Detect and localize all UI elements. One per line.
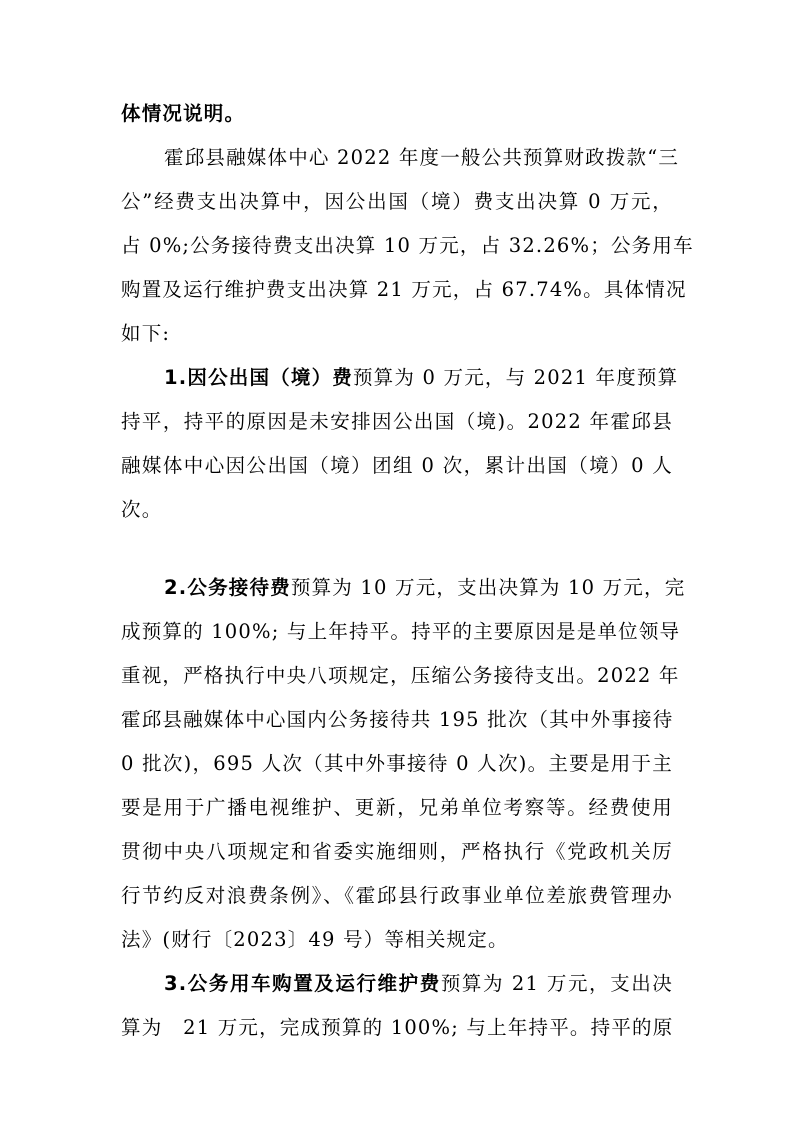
item2-line2: 成预算的 100%; 与上年持平。持平的主要原因是是单位领导 [121,620,681,643]
para1-line1: 霍邱县融媒体中心 2022 年度一般公共预算财政拨款“三 [164,146,680,169]
item1-line3: 融媒体中心因公出国（境）团组 0 次，累计出国（境）0 人 [121,454,673,477]
intro-heading: 体情况说明。 [121,102,246,125]
item3-title: 3.公务用车购置及运行维护费 [164,972,441,995]
item2-line7: 贯彻中央八项规定和省委实施细则，严格执行《党政机关厉 [121,840,673,863]
item3-line2: 算为 21 万元，完成预算的 100%; 与上年持平。持平的原 [121,1016,674,1039]
item1-line1-rest: 预算为 0 万元，与 2021 年度预算 [352,366,679,389]
item1-line1 [164,364,679,392]
item3-line1 [164,970,673,998]
para1-line3: 占 0%;公务接待费支出决算 10 万元，占 32.26%；公务用车 [121,234,694,257]
item1-line4: 次。 [121,498,163,521]
item2-line4: 霍邱县融媒体中心国内公务接待共 195 批次（其中外事接待 [121,708,674,731]
item1-title: 1.因公出国（境）费 [164,366,353,389]
para1-line5: 如下: [121,322,171,345]
item2-line8: 行节约反对浪费条例》、《霍邱县行政事业单位差旅费管理办 [121,884,673,907]
item2-line6: 要是用于广播电视维护、更新，兄弟单位考察等。经费使用 [121,796,673,819]
item2-line1 [164,574,686,602]
item2-line5: 0 批次)，695 人次（其中外事接待 0 人次)。主要是用于主 [121,752,673,775]
item2-line9: 法》(财行〔2023〕49 号）等相关规定。 [121,928,509,951]
item2-line3: 重视，严格执行中央八项规定，压缩公务接待支出。2022 年 [121,664,680,687]
item3-line1-rest: 预算为 21 万元，支出决 [440,972,673,995]
item2-title: 2.公务接待费 [164,576,291,599]
para1-line4: 购置及运行维护费支出决算 21 万元，占 67.74%。具体情况 [121,278,687,301]
item2-line1-rest: 预算为 10 万元，支出决算为 10 万元，完 [290,576,686,599]
item1-line2: 持平，持平的原因是未安排因公出国（境)。2022 年霍邱县 [121,410,673,433]
para1-line2: 公”经费支出决算中，因公出国（境）费支出决算 0 万元， [121,190,673,213]
